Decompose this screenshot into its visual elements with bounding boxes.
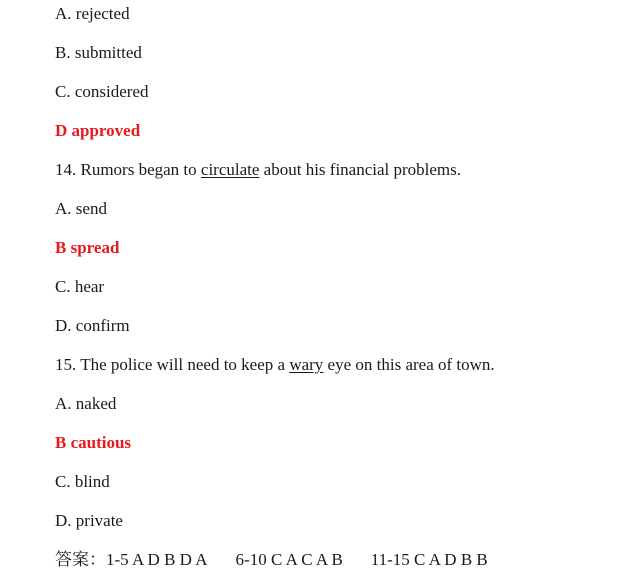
answer-key-group-1: 1-5 A D B D A <box>106 550 208 569</box>
q14-text-before: 14. Rumors began to <box>55 160 201 179</box>
q15-text-before: 15. The police will need to keep a <box>55 355 290 374</box>
q14-text-after: about his financial problems. <box>259 160 462 179</box>
q15-option-c: C. blind <box>55 472 110 491</box>
q14-option-d: D. confirm <box>55 316 130 335</box>
q15-answer: B cautious <box>55 433 132 452</box>
q15-option-d: D. private <box>55 511 123 530</box>
q13-option-b: B. submitted <box>55 43 142 62</box>
q14-answer: B spread <box>55 238 120 257</box>
answer-key-label: 答案： <box>55 550 106 569</box>
q14-option-a: A. send <box>55 199 107 218</box>
q15-option-a: A. naked <box>55 394 117 413</box>
q13-option-c: C. considered <box>55 82 149 101</box>
q14-question <box>55 159 461 181</box>
q15-text-after: eye on this area of town. <box>323 355 495 374</box>
q13-option-a: A. rejected <box>55 4 130 23</box>
answer-key-group-2: 6-10 C A C A B <box>235 550 343 569</box>
q15-question <box>55 354 495 376</box>
answer-key-group-3: 11-15 C A D B B <box>370 550 488 569</box>
q14-keyword: circulate <box>200 160 260 179</box>
q15-keyword: wary <box>289 355 324 374</box>
answer-key <box>55 549 488 571</box>
q13-answer: D approved <box>55 121 141 140</box>
q14-option-c: C. hear <box>55 277 105 296</box>
